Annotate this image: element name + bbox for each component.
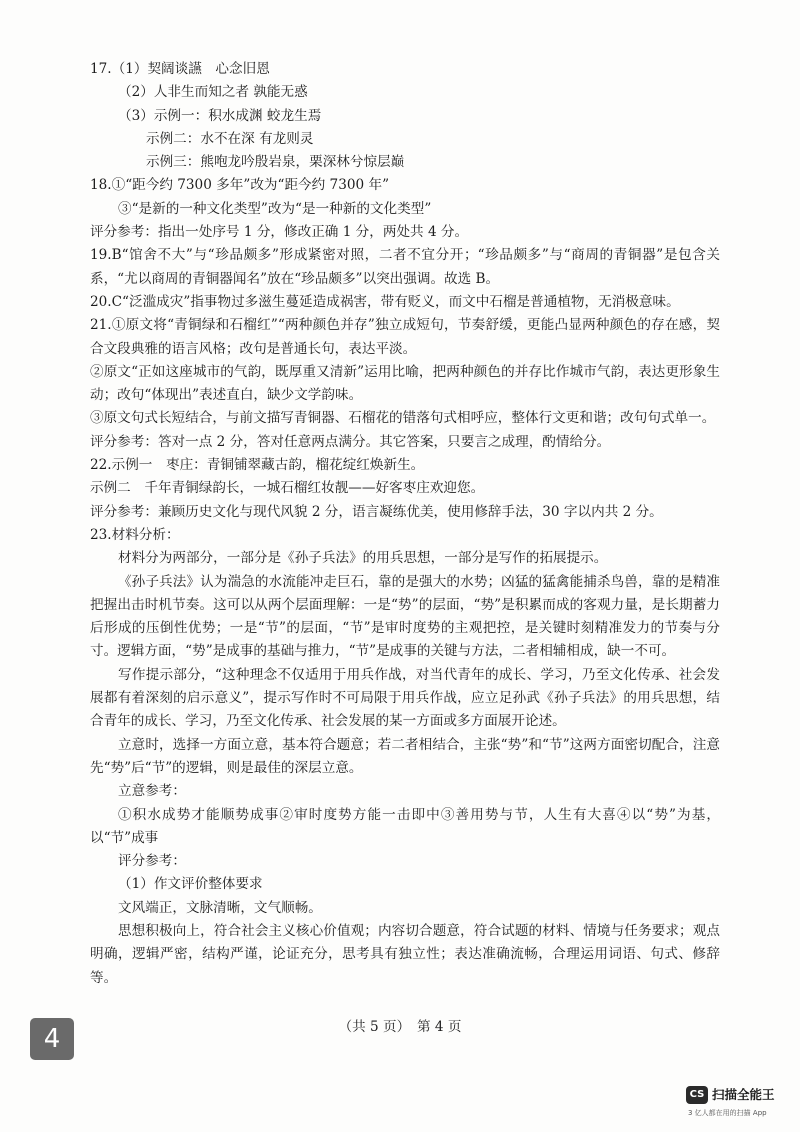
q23-scoring-subheading: （1）作文评价整体要求 bbox=[118, 876, 263, 893]
q17-section bbox=[90, 58, 720, 174]
q17-line-2: （2）人非生而知之者 孰能无惑 bbox=[118, 84, 308, 101]
watermark-tagline: 3 亿人都在用的扫描 App bbox=[688, 1109, 767, 1117]
q23-paragraph-1: 材料分为两部分，一部分是《孙子兵法》的用兵思想，一部分是写作的拓展提示。 bbox=[118, 550, 608, 567]
q23-paragraph-3: 写作提示部分，“这种理念不仅适用于用兵作战，对当代青年的成长、学习，乃至文化传承、社会发展都有着深刻的启示意义”，提示写作时不可局限于用兵作战，应立足孙武《孙子兵法》的用兵思想，结合青年的成长、学习，乃至文化传承、社会发展的某一方面或多方面展开论述。 bbox=[90, 666, 720, 730]
q21-section bbox=[90, 314, 720, 454]
q23-scoring-style: 文风端正，文脉清晰，文气顺畅。 bbox=[118, 899, 322, 916]
camscanner-logo-icon: CS bbox=[686, 1086, 708, 1104]
q18-section bbox=[90, 174, 720, 244]
q18-line-1: 18.①“距今约 7300 多年”改为“距今约 7300 年” bbox=[90, 177, 390, 194]
q23-heading: 23.材料分析： bbox=[90, 526, 180, 543]
answer-content bbox=[90, 58, 720, 990]
q18-scoring: 评分参考：指出一处序号 1 分，修改正确 1 分，两处共 4 分。 bbox=[90, 224, 469, 241]
q21-point-2: ②原文“正如这座城市的气韵，既厚重又清新”运用比喻，把两种颜色的并存比作城市气韵，表达更形象生动；改句“体现出”表述直白，缺少文学韵味。 bbox=[90, 363, 720, 404]
q17-line-5: 示例三：熊咆龙吟殷岩泉，栗深林兮惊层巅 bbox=[146, 154, 405, 171]
q23-scoring-heading: 评分参考： bbox=[118, 853, 186, 870]
q23-paragraph-4: 立意时，选择一方面立意，基本符合题意；若二者相结合，主张“势”和“节”这两方面密切配合，注意先“势”后“节”的逻辑，则是最佳的深层立意。 bbox=[90, 736, 720, 776]
q17-line-4: 示例二：水不在深 有龙则灵 bbox=[146, 130, 314, 147]
q19-answer: 19.B“馆舍不大”与“珍品颇多”形成紧密对照，二者不宜分开；“珍品颇多”与“商周的青铜器”是包含关系，“尤以商周的青铜器闻名”放在“珍品颇多”以突出强调。故选 B。 bbox=[90, 247, 720, 287]
page-number-badge: 4 bbox=[30, 1018, 74, 1060]
q21-point-1: 21.①原文将“青铜绿和石榴红”“两种颜色并存”独立成短句，节奏舒缓，更能凸显两种颜色的存在感，契合文段典雅的语言风格；改句是普通长句，表达平淡。 bbox=[90, 317, 720, 357]
q21-point-3: ③原文句式长短结合，与前文描写青铜器、石榴花的错落句式相呼应，整体行文更和谐；改句句式单一。 bbox=[90, 410, 716, 427]
q22-section bbox=[90, 454, 720, 524]
q22-example-2: 示例二 千年青铜绿韵长，一城石榴红妆靓——好客枣庄欢迎您。 bbox=[90, 480, 485, 497]
q23-section bbox=[90, 524, 720, 990]
q17-line-3: （3）示例一：积水成渊 蛟龙生焉 bbox=[118, 107, 322, 124]
q23-paragraph-2: 《孙子兵法》认为湍急的水流能冲走巨石，靠的是强大的水势；凶猛的猛禽能捕杀鸟兽，靠的是精准把握出击时机节奏。这可以从两个层面理解：一是“势”的层面，“势”是积累而成的客观力量，是长期蓄力后形成的压倒性优势；一是“节”的层面，“节”是审时度势的主观把控，是关键时刻精准发力的节奏与分寸。逻辑方面，“势”是成事的基础与推力，“节”是成事的关键与方法，二者相辅相成，缺一不可。 bbox=[90, 573, 720, 660]
q17-line-1: 17.（1）契阔谈讌 心念旧恩 bbox=[90, 61, 270, 77]
q23-theme-heading: 立意参考： bbox=[118, 783, 186, 800]
q22-scoring: 评分参考：兼顾历史文化与现代风貌 2 分，语言凝练优美，使用修辞手法，30 字以内共 2 分。 bbox=[90, 503, 663, 520]
q20-answer: 20.C“泛滥成灾”指事物过多滋生蔓延造成祸害，带有贬义，而文中石榴是普通植物，无消极意味。 bbox=[90, 293, 680, 310]
q18-line-2: ③“是新的一种文化类型”改为“是一种新的文化类型” bbox=[118, 200, 432, 217]
watermark-name: 扫描全能王 bbox=[712, 1087, 775, 1102]
scanner-watermark bbox=[686, 1086, 796, 1126]
q23-theme-list: ①积水成势才能顺势成事②审时度势方能一击即中③善用势与节，人生有大喜④以“势”为基，以“节”成事 bbox=[90, 806, 720, 846]
page-footer: （共 5 页） 第 4 页 bbox=[338, 1019, 462, 1035]
q22-example-1: 22.示例一 枣庄：青铜铺翠藏古韵，榴花绽红焕新生。 bbox=[90, 457, 425, 474]
q21-scoring: 评分参考：答对一点 2 分，答对任意两点满分。其它答案，只要言之成理，酌情给分。 bbox=[90, 433, 611, 450]
q23-scoring-content: 思想积极向上，符合社会主义核心价值观；内容切合题意，符合试题的材料、情境与任务要求；观点明确，逻辑严密，结构严谨，论证充分，思考具有独立性；表达准确流畅，合理运用词语、句式、修辞等。 bbox=[90, 922, 720, 986]
